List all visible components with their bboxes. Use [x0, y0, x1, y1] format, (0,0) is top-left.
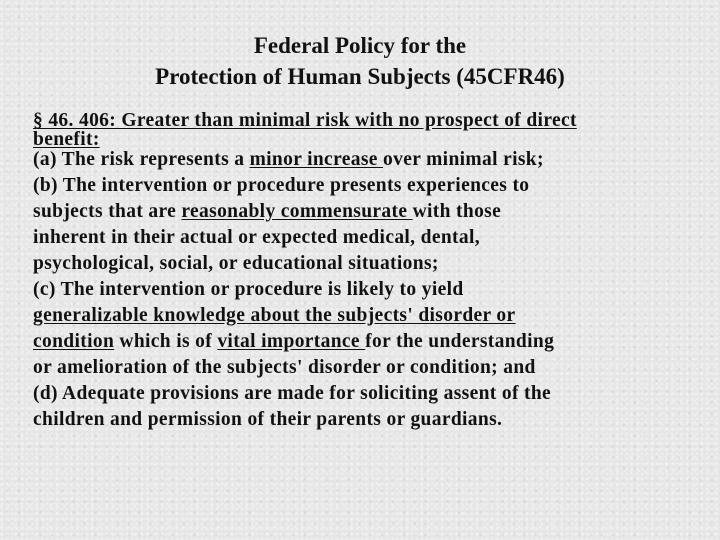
para-c-line-3-end: for the understanding	[365, 331, 555, 352]
para-b-emphasis: reasonably commensurate	[181, 201, 413, 222]
para-c-line-4: or amelioration of the subjects' disorder or condition; and	[33, 357, 536, 378]
para-a-text-end: over minimal risk;	[383, 149, 544, 170]
para-a-emphasis: minor increase	[249, 149, 383, 170]
para-b-line-2-end: with those	[412, 201, 502, 222]
section-heading-line-2: benefit:	[33, 129, 100, 150]
paragraph-b	[33, 173, 693, 277]
para-c-emphasis-3: vital importance	[217, 331, 366, 352]
para-c-line-3-mid: which is of	[114, 331, 218, 352]
para-c-line-1: (c) The intervention or procedure is likely to yield	[33, 279, 464, 300]
para-c-emphasis-1: generalizable knowledge about the subjects' disorder or	[33, 305, 516, 326]
paragraph-a	[33, 147, 693, 173]
para-b-line-2-start: subjects that are	[33, 201, 182, 222]
slide-title	[0, 30, 720, 92]
title-line-2: Protection of Human Subjects (45CFR46)	[155, 64, 565, 89]
para-c-emphasis-2: condition	[33, 331, 115, 352]
para-b-line-4: psychological, social, or educational situations;	[33, 253, 439, 274]
regulation-text	[33, 109, 693, 433]
para-b-line-1: (b) The intervention or procedure presents experiences to	[33, 175, 530, 196]
paragraph-d	[33, 381, 693, 433]
para-a-text: (a) The risk represents a	[33, 149, 250, 170]
para-d-line-1: (d) Adequate provisions are made for soliciting assent of the	[33, 383, 552, 404]
section-heading	[33, 109, 693, 150]
para-b-line-3: inherent in their actual or expected medical, dental,	[33, 227, 480, 248]
section-heading-line-1: § 46. 406: Greater than minimal risk with no prospect of direct	[33, 110, 577, 131]
para-d-line-2: children and permission of their parents or guardians.	[33, 409, 503, 430]
paragraph-c	[33, 277, 693, 381]
title-line-1: Federal Policy for the	[253, 33, 467, 58]
